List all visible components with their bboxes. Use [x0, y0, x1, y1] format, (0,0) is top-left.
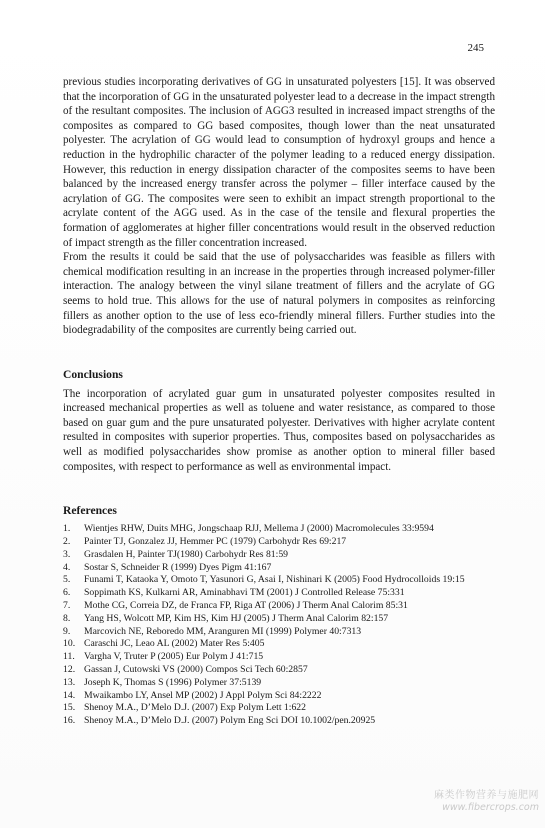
- body-paragraph-1: previous studies incorporating derivatives of GG in unsaturated polyesters [15]. It was observed that the incorporation of GG in the unsaturated polyester lead to a decrease in the impact strength of the resultant composites. The inclusion of AGG3 resulted in increased impact strengths of the composites as compared to GG based composites, though lower than the neat unsaturated polyester. The acrylation of GG would lead to consumption of hydroxyl groups and hence a reduction in the hydrophilic character of the polymer leading to a reduced energy dissipation. However, this reduction in energy dissipation character of the composites seems to have been balanced by the increased energy transfer across the polymer – filler interface caused by the acrylation of GG. The composites were seen to exhibit an impact strength proportional to the acrylate content of the AGG used. As in the case of the tensile and flexural properties the formation of agglomerates at higher filler concentrations would result in the observed reduction of impact strength as the filler concentration increased.: [63, 76, 495, 249]
- reference-number: 14.: [63, 689, 76, 701]
- reference-item: [63, 677, 495, 690]
- reference-number: 7.: [63, 600, 71, 612]
- reference-number: 12.: [63, 664, 76, 676]
- reference-item: [63, 549, 495, 562]
- reference-number: 9.: [63, 625, 71, 637]
- reference-text: Marcovich NE, Reboredo MM, Aranguren MI (1999) Polymer 40:7313: [84, 625, 362, 637]
- reference-text: Grasdalen H, Painter TJ(1980) Carbohydr Res 81:59: [84, 548, 289, 560]
- reference-text: Sostar S, Schneider R (1999) Dyes Pigm 41:167: [84, 561, 272, 573]
- reference-item: [63, 613, 495, 626]
- reference-text: Mwaikambo LY, Ansel MP (2002) J Appl Polym Sci 84:2222: [84, 689, 322, 701]
- reference-text: Joseph K, Thomas S (1996) Polymer 37:5139: [84, 676, 262, 688]
- reference-text: Shenoy M.A., D’Melo D.J. (2007) Polym Eng Sci DOI 10.1002/pen.20925: [84, 715, 376, 727]
- body-paragraph-2: From the results it could be said that the use of polysaccharides was feasible as fillers with chemical modification resulting in an increase in the properties through increased polymer-filler interaction. The analogy between the vinyl silane treatment of fillers and the acrylate of GG seems to hold true. This allows for the use of natural polymers in composites as reinforcing fillers as another option to the use of less eco-friendly mineral fillers. Further studies into the biodegradability of the composites are currently being carried out.: [63, 251, 495, 337]
- reference-item: [63, 536, 495, 549]
- reference-item: [63, 651, 495, 664]
- reference-number: 5.: [63, 574, 71, 586]
- watermark-url: www.fibercrops.com: [442, 802, 539, 813]
- watermark-chinese-text: 麻类作物营养与施肥网: [434, 790, 539, 801]
- reference-text: Funami T, Kataoka Y, Omoto T, Yasunori G, Asai I, Nishinari K (2005) Food Hydrocolloids 19:15: [84, 574, 465, 586]
- reference-text: Vargha V, Truter P (2005) Eur Polym J 41:715: [84, 651, 264, 663]
- reference-text: Mothe CG, Correia DZ, de Franca FP, Riga AT (2006) J Therm Anal Calorim 85:31: [84, 600, 408, 612]
- reference-number: 15.: [63, 702, 76, 714]
- reference-item: [63, 587, 495, 600]
- reference-item: [63, 574, 495, 587]
- site-watermark: [434, 790, 539, 814]
- reference-list: [63, 523, 495, 728]
- conclusions-heading: Conclusions: [63, 367, 123, 381]
- reference-number: 6.: [63, 587, 71, 599]
- reference-number: 4.: [63, 561, 71, 573]
- reference-number: 13.: [63, 676, 76, 688]
- reference-item: [63, 600, 495, 613]
- reference-text: Painter TJ, Gonzalez JJ, Hemmer PC (1979) Carbohydr Res 69:217: [84, 536, 347, 548]
- reference-text: Yang HS, Wolcott MP, Kim HS, Kim HJ (2005) J Therm Anal Calorim 82:157: [84, 612, 389, 624]
- page-number: 245: [467, 42, 484, 54]
- reference-text: Caraschi JC, Leao AL (2002) Mater Res 5:405: [84, 638, 265, 650]
- reference-number: 2.: [63, 536, 71, 548]
- reference-item: [63, 523, 495, 536]
- reference-number: 3.: [63, 548, 71, 560]
- reference-number: 8.: [63, 612, 71, 624]
- reference-text: Shenoy M.A., D’Melo D.J. (2007) Exp Polym Lett 1:622: [84, 702, 306, 714]
- reference-item: [63, 664, 495, 677]
- page-content: [63, 75, 495, 728]
- reference-number: 11.: [63, 651, 75, 663]
- reference-number: 10.: [63, 638, 76, 650]
- reference-item: [63, 690, 495, 703]
- conclusions-paragraph: The incorporation of acrylated guar gum in unsaturated polyester composites resulted in increased mechanical properties as well as toluene and water resistance, as compared to those based on guar gum and the pure unsaturated polyester. Derivatives with higher acrylate content resulted in composites with superior properties. Thus, composites based on polysaccharides as well as modified polysaccharides show promise as another option to mineral filler based composites, with respect to performance as well as environmental impact.: [63, 387, 495, 473]
- reference-item: [63, 562, 495, 575]
- reference-text: Wientjes RHW, Duits MHG, Jongschaap RJJ, Mellema J (2000) Macromolecules 33:9594: [84, 523, 434, 535]
- reference-item: [63, 702, 495, 715]
- reference-item: [63, 638, 495, 651]
- reference-number: 16.: [63, 715, 76, 727]
- references-heading: References: [63, 504, 117, 518]
- reference-item: [63, 626, 495, 639]
- reference-item: [63, 715, 495, 728]
- reference-text: Soppimath KS, Kulkarni AR, Aminabhavi TM (2001) J Controlled Release 75:331: [84, 587, 405, 599]
- reference-number: 1.: [63, 523, 71, 535]
- reference-text: Gassan J, Cutowski VS (2000) Compos Sci Tech 60:2857: [84, 664, 308, 676]
